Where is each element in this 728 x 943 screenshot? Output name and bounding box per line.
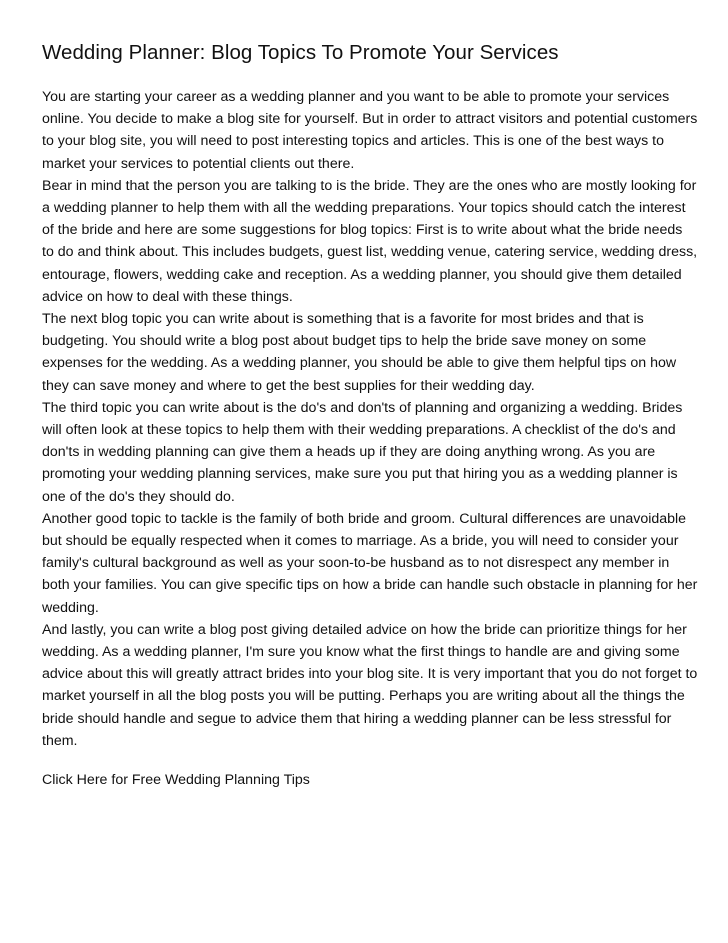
paragraph-dos-and-donts: The third topic you can write about is the do's and don'ts of planning and organizing a wedding. Brides will often look at these topics to help them with their wedding preparations. A checklist of the do's and don'ts in wedding planning can give them a heads up if they are doing anything wrong. As you are promoting your wedding planning services, make sure you put that hiring you as a wedding planner is one of the do's they should do. <box>42 399 683 505</box>
article-title: Wedding Planner: Blog Topics To Promote Your Services <box>42 41 559 64</box>
paragraph-family: Another good topic to tackle is the family of both bride and groom. Cultural differences are unavoidable but should be equally respected when it comes to marriage. As a bride, you will need to consider your family's cultural background as well as your soon-to-be husband as to not disrespect any member in both your families. You can give specific tips on how a bride can handle such obstacle in planning for her wedding. <box>42 510 698 616</box>
paragraph-prioritize: And lastly, you can write a blog post giving detailed advice on how the bride can prioritize things for her wedding. As a wedding planner, I'm sure you know what the first things to handle are and giving some advice about this will greatly attract brides into your blog site. It is very important that you do not forget to market yourself in all the blog posts you will be putting. Perhaps you are writing about all the things the bride should handle and segue to advice them that hiring a wedding planner can be less stressful for them. <box>42 621 698 749</box>
free-tips-link[interactable]: Click Here for Free Wedding Planning Tips <box>42 772 310 789</box>
paragraph-bride-needs: Bear in mind that the person you are talking to is the bride. They are the ones who are mostly looking for a wedding planner to help them with all the wedding preparations. Your topics should catch the interest of the bride and here are some suggestions for blog topics: First is to write about what the bride needs to do and think about. This includes budgets, guest list, wedding venue, catering service, wedding dress, entourage, flowers, wedding cake and reception. As a wedding planner, you should give them detailed advice on how to deal with these things. <box>42 177 698 305</box>
article-body <box>42 86 698 752</box>
paragraph-budgeting: The next blog topic you can write about is something that is a favorite for most brides and that is budgeting. You should write a blog post about budget tips to help the bride save money on some expenses for the wedding. As a wedding planner, you should be able to give them helpful tips on how they can save money and where to get the best supplies for their wedding day. <box>42 311 677 394</box>
paragraph-intro: You are starting your career as a wedding planner and you want to be able to promote your services online. You decide to make a blog site for yourself. But in order to attract visitors and potential customers to your blog site, you will need to post interesting topics and articles. This is one of the best ways to market your services to potential clients out there. <box>42 89 698 172</box>
